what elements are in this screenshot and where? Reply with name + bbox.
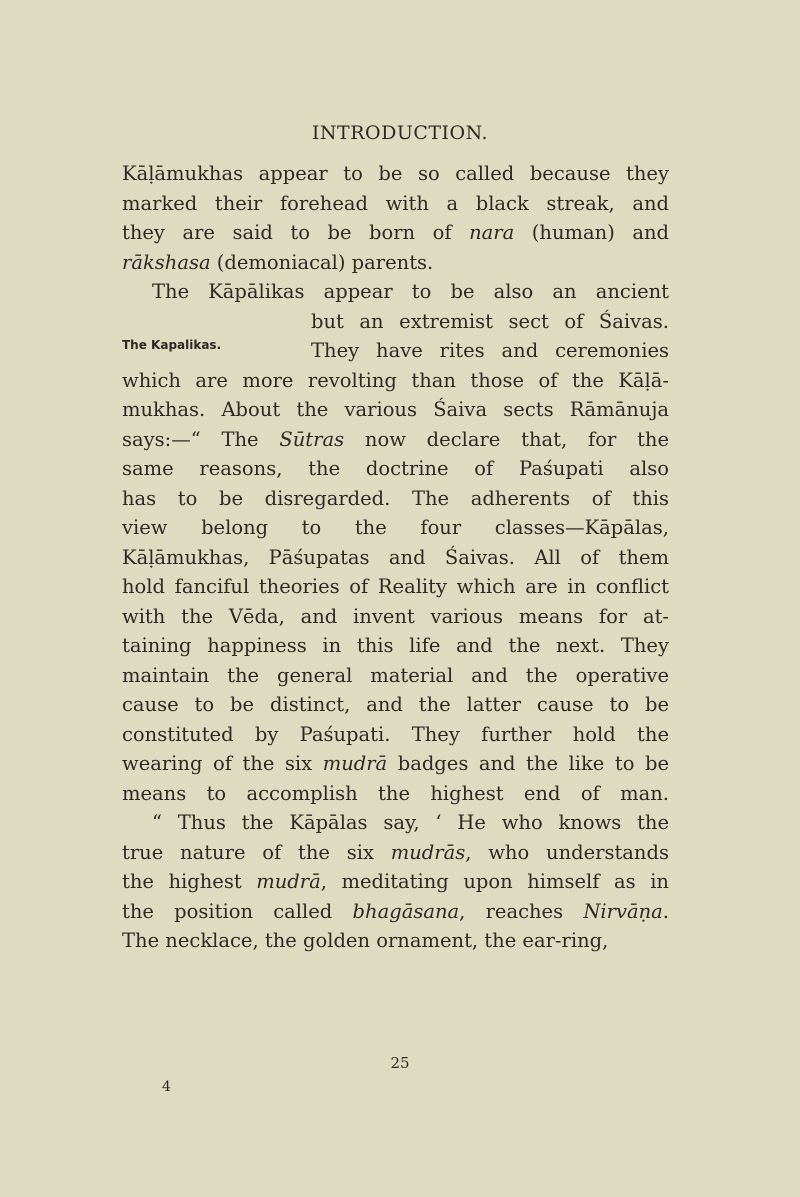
running-header: INTRODUCTION.: [311, 122, 489, 144]
signature-mark: 4: [162, 1079, 171, 1095]
text-line: means to accomplish the highest end of man.: [122, 781, 669, 805]
text-line: the position called bhagāsana, reaches Nirvāṇa.: [122, 899, 669, 923]
text-line: “ Thus the Kāpālas say, ‘ He who knows the: [152, 811, 669, 834]
page-number: 25: [390, 1054, 410, 1072]
text-line: the highest mudrā, meditating upon himself as in: [122, 870, 669, 893]
text-line: The Kāpālikas appear to be also an ancient: [152, 280, 669, 303]
text-line: they are said to be born of nara (human) and: [122, 221, 669, 244]
text-line: true nature of the six mudrās, who understands: [122, 840, 669, 864]
text-line: The necklace, the golden ornament, the ear-ring,: [122, 929, 609, 952]
text-line: view belong to the four classes—Kāpālas,: [122, 516, 669, 539]
text-line: They have rites and ceremonies: [311, 339, 669, 362]
text-line: but an extremist sect of Śaivas.: [311, 309, 669, 333]
text-line: cause to be distinct, and the latter cause to be: [122, 693, 669, 716]
text-line: rākshasa (demoniacal) parents.: [122, 250, 434, 274]
text-line: with the Vēda, and invent various means for at-: [122, 604, 669, 628]
text-line: mukhas. About the various Śaiva sects Rāmānuja: [122, 398, 669, 421]
text-line: marked their forehead with a black streak, and: [122, 191, 669, 215]
text-line: hold fanciful theories of Reality which are in conflict: [122, 575, 669, 598]
text-line: wearing of the six mudrā badges and the like to be: [122, 752, 669, 775]
text-line: which are more revolting than those of the Kāḷā-: [122, 368, 669, 392]
text-line: has to be disregarded. The adherents of this: [122, 486, 669, 510]
margin-note: The Kapalikas.: [122, 338, 222, 352]
text-line: Kāḷāmukhas appear to be so called because they: [122, 162, 669, 185]
text-line: taining happiness in this life and the next. They: [122, 634, 669, 657]
text-line: maintain the general material and the operative: [122, 663, 669, 687]
text-line: constituted by Paśupati. They further hold the: [122, 722, 669, 746]
text-line: same reasons, the doctrine of Paśupati also: [122, 457, 669, 480]
text-line: says:—“ The Sūtras now declare that, for the: [122, 427, 669, 451]
text-line: Kāḷāmukhas, Pāśupatas and Śaivas. All of them: [122, 545, 669, 569]
